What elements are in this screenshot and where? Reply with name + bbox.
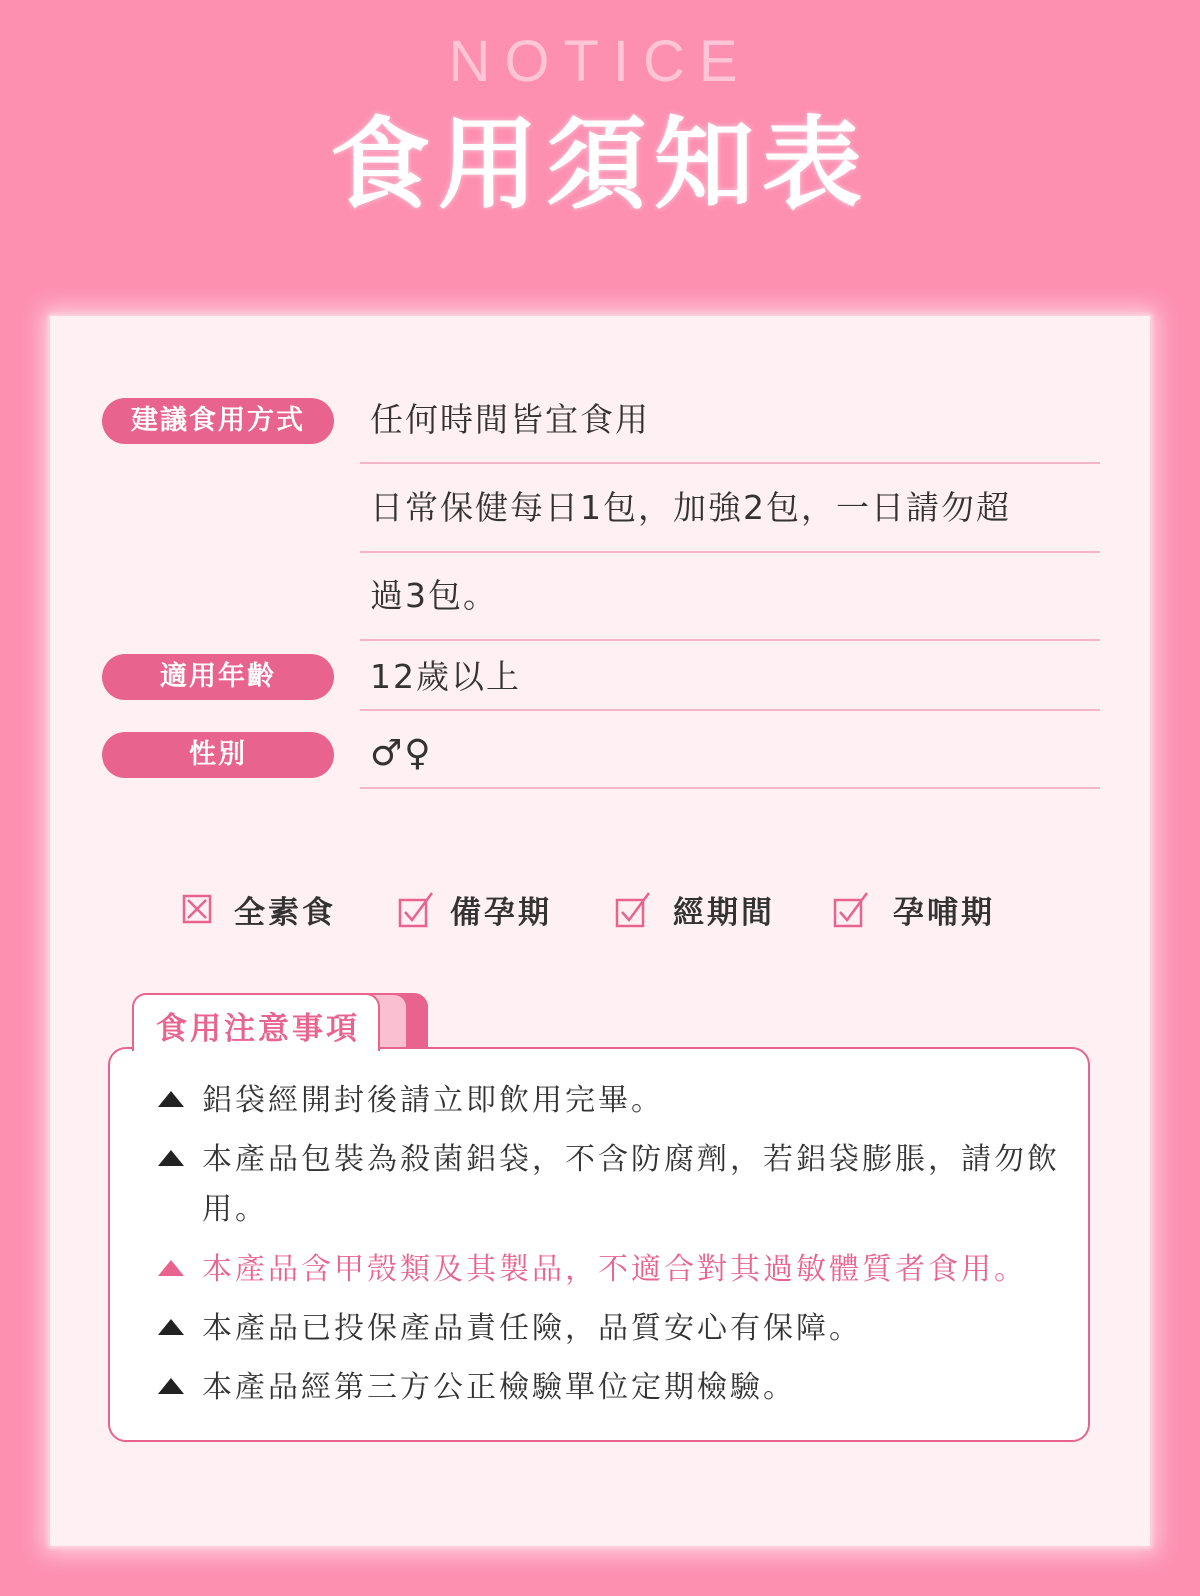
- diet-option-menstrual: [615, 884, 775, 934]
- note-item: [158, 1076, 1062, 1126]
- diet-option-preconception: [398, 884, 552, 934]
- age-label: 適用年齡: [102, 654, 334, 700]
- divider: [360, 787, 1100, 789]
- note-item: [158, 1363, 1062, 1413]
- gender-value: ♂♀: [370, 733, 433, 774]
- triangle-up-icon: [158, 1378, 184, 1394]
- notes-tab: [132, 993, 380, 1051]
- info-card: [50, 316, 1150, 1546]
- age-value: 12歲以上: [370, 657, 521, 696]
- divider: [360, 462, 1100, 464]
- diet-option-label: 孕哺期: [893, 894, 995, 931]
- notes-box: [108, 1047, 1090, 1442]
- page-title: 食用須知表: [330, 106, 870, 223]
- check-box-icon: [833, 890, 869, 928]
- usage-line-1: 任何時間皆宜食用: [370, 400, 650, 439]
- triangle-up-icon: [158, 1260, 184, 1276]
- note-text: 鋁袋經開封後請立即飲用完畢。: [202, 1083, 664, 1118]
- diet-option-label: 經期間: [673, 894, 775, 931]
- note-text: 本產品已投保產品責任險，品質安心有保障。: [202, 1311, 862, 1346]
- divider: [360, 639, 1100, 641]
- note-text: 本產品經第三方公正檢驗單位定期檢驗。: [202, 1370, 796, 1405]
- check-box-icon: [398, 890, 434, 928]
- notes-tab-label: 食用注意事項: [156, 1011, 360, 1047]
- divider: [360, 709, 1100, 711]
- cross-box-icon: [182, 894, 212, 924]
- note-item: [158, 1304, 1062, 1354]
- usage-label: 建議食用方式: [102, 398, 334, 444]
- notice-eyebrow: NOTICE: [448, 29, 752, 94]
- divider: [360, 551, 1100, 553]
- usage-line-3: 過3包。: [370, 576, 498, 615]
- note-text: 本產品含甲殼類及其製品，不適合對其過敏體質者食用。: [202, 1252, 1027, 1287]
- gender-label: 性別: [102, 732, 334, 778]
- note-text: 本產品包裝為殺菌鋁袋，不含防腐劑，若鋁袋膨脹，請勿飲用。: [202, 1142, 1060, 1227]
- usage-line-2: 日常保健每日1包，加強2包，一日請勿超: [370, 488, 1011, 527]
- triangle-up-icon: [158, 1091, 184, 1107]
- diet-option-label: 備孕期: [450, 894, 552, 931]
- note-item: [158, 1135, 1062, 1235]
- diet-option-vegan: [182, 884, 336, 934]
- diet-option-label: 全素食: [234, 894, 336, 931]
- triangle-up-icon: [158, 1319, 184, 1335]
- diet-option-pregnancy: [833, 884, 995, 934]
- triangle-up-icon: [158, 1150, 184, 1166]
- note-item-allergen: [158, 1245, 1062, 1295]
- check-box-icon: [615, 890, 651, 928]
